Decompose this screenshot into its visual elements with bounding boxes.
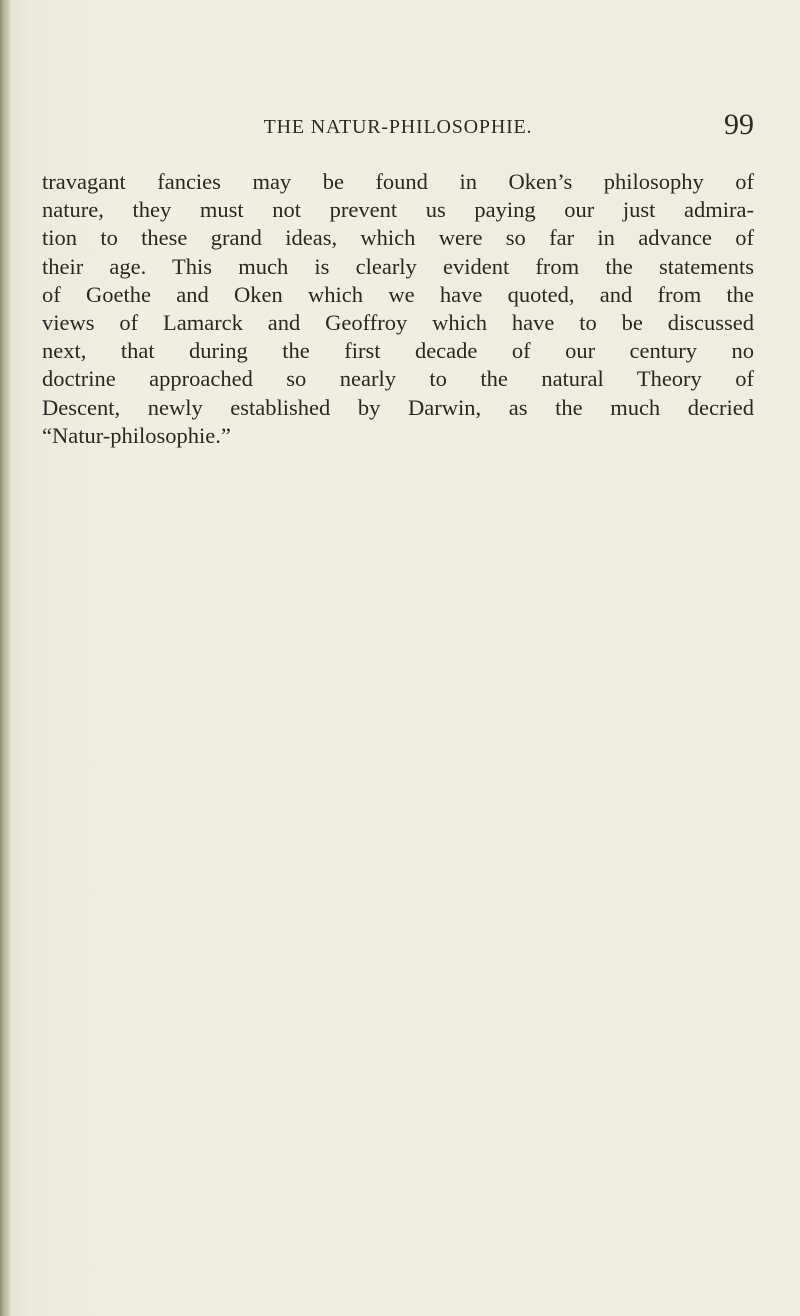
page-gutter-shadow xyxy=(0,0,10,1316)
page-number: 99 xyxy=(724,108,754,141)
text-line: of Goethe and Oken which we have quoted, and from the xyxy=(42,281,754,307)
text-line: “Natur-philosophie.” xyxy=(42,422,231,448)
text-line: tion to these grand ideas, which were so far in advance of xyxy=(42,225,754,251)
text-line: Descent, newly established by Darwin, as the much decried xyxy=(42,394,754,420)
text-line: their age. This much is clearly evident from the statements xyxy=(42,253,754,279)
text-line: next, that during the first decade of our century no xyxy=(42,338,754,364)
text-line: doctrine approached so nearly to the natural Theory of xyxy=(42,366,754,392)
running-head xyxy=(42,110,754,150)
text-line: nature, they must not prevent us paying our just admira- xyxy=(42,197,754,223)
text-line: travagant fancies may be found in Oken’s philosophy of xyxy=(42,169,754,194)
paragraph xyxy=(42,168,754,450)
text-line: views of Lamarck and Geoffroy which have to be discussed xyxy=(42,310,754,336)
running-title: THE NATUR-PHILOSOPHIE. xyxy=(263,116,533,138)
